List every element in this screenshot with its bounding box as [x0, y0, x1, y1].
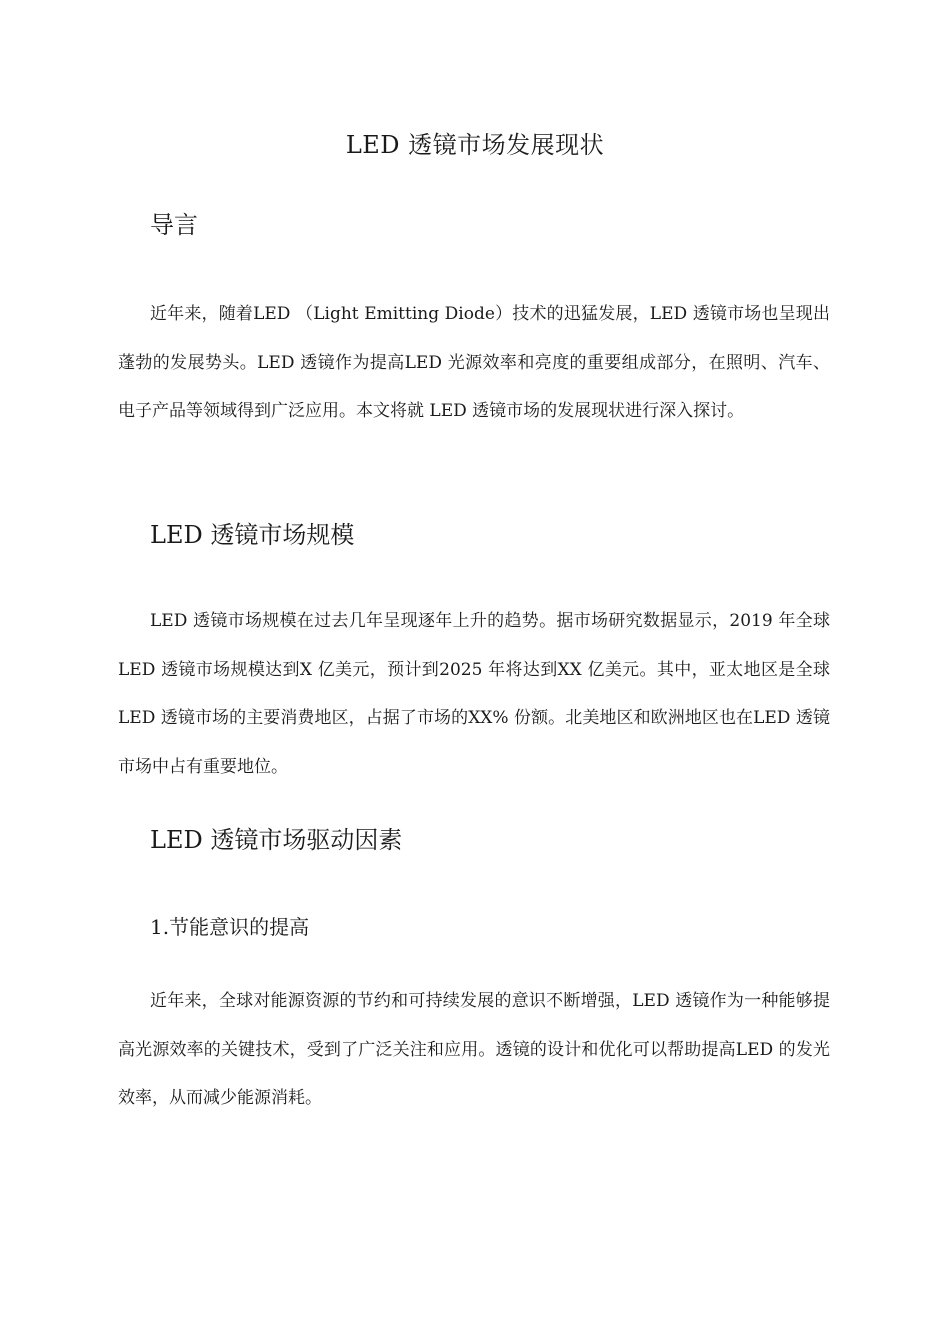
- market-size-paragraph: LED 透镜市场规模在过去几年呈现逐年上升的趋势。据市场研究数据显示，2019 年全球LED 透镜市场规模达到X 亿美元，预计到2025 年将达到XX 亿美元。其中，亚太地区是全球LED 透镜市场的主要消费地区，占据了市场的XX% 份额。北美地区和欧洲地区也在LED 透镜市场中占有重要地位。: [118, 611, 830, 777]
- energy-awareness-paragraph: 近年来，全球对能源资源的节约和可持续发展的意识不断增强，LED 透镜作为一种能够提高光源效率的关键技术，受到了广泛关注和应用。透镜的设计和优化可以帮助提高LED 的发光效率，从而减少能源消耗。: [118, 991, 830, 1108]
- subheading-energy-awareness: 1.节能意识的提高: [150, 915, 310, 939]
- section-heading-market-size: LED 透镜市场规模: [150, 521, 355, 549]
- document-title: LED 透镜市场发展现状: [345, 131, 605, 159]
- introduction-paragraph: 近年来，随着LED （Light Emitting Diode）技术的迅猛发展，LED 透镜市场也呈现出蓬勃的发展势头。LED 透镜作为提高LED 光源效率和亮度的重要组成部分，在照明、汽车、电子产品等领域得到广泛应用。本文将就 LED 透镜市场的发展现状进行深入探讨。: [118, 304, 830, 421]
- section-heading-introduction: 导言: [150, 211, 198, 239]
- section-heading-drivers: LED 透镜市场驱动因素: [150, 826, 403, 854]
